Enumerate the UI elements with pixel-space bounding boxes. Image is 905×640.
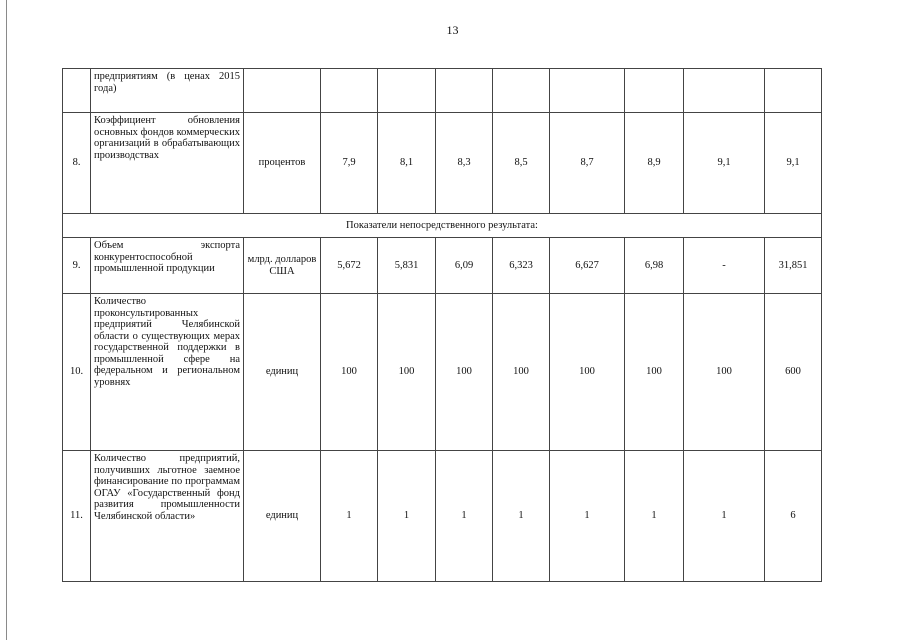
value-cell: 8,5 xyxy=(493,113,550,214)
value-cell: 9,1 xyxy=(684,113,765,214)
row-number: 9. xyxy=(63,238,91,294)
section-heading: Показатели непосредственного результата: xyxy=(63,214,822,238)
value-cell xyxy=(625,69,684,113)
row-number: 8. xyxy=(63,113,91,214)
value-cell: 100 xyxy=(436,294,493,451)
table-row xyxy=(63,238,822,294)
value-cell: 600 xyxy=(765,294,822,451)
value-cell: 8,1 xyxy=(378,113,436,214)
table-row xyxy=(63,451,822,582)
value-cell: 7,9 xyxy=(321,113,378,214)
row-number: 10. xyxy=(63,294,91,451)
value-cell: 1 xyxy=(493,451,550,582)
value-cell: 1 xyxy=(684,451,765,582)
value-cell: 31,851 xyxy=(765,238,822,294)
value-cell: 6,09 xyxy=(436,238,493,294)
value-cell: 100 xyxy=(550,294,625,451)
value-cell: 6 xyxy=(765,451,822,582)
value-cell: 6,627 xyxy=(550,238,625,294)
table-row xyxy=(63,69,822,113)
value-cell xyxy=(493,69,550,113)
value-cell xyxy=(550,69,625,113)
section-row xyxy=(63,214,822,238)
page-number: 13 xyxy=(446,23,459,37)
indicator-name: Объем экспорта конкурентоспособной промышленной продукции xyxy=(91,238,244,294)
value-cell: 5,831 xyxy=(378,238,436,294)
indicator-name: Количество проконсультированных предприятий Челябинской области о существующих мерах государственной поддержки в промышленной сфере на федеральном и региональном уровнях xyxy=(91,294,244,451)
unit-cell: млрд. долларов США xyxy=(244,238,321,294)
unit-cell: единиц xyxy=(244,294,321,451)
unit-cell xyxy=(244,69,321,113)
page-left-border xyxy=(6,0,7,640)
value-cell: 5,672 xyxy=(321,238,378,294)
value-cell: 9,1 xyxy=(765,113,822,214)
value-cell: 1 xyxy=(625,451,684,582)
unit-cell: процентов xyxy=(244,113,321,214)
value-cell xyxy=(321,69,378,113)
value-cell: 100 xyxy=(378,294,436,451)
value-cell: 100 xyxy=(684,294,765,451)
indicator-name: Коэффициент обновления основных фондов коммерческих организаций в обрабатывающих производствах xyxy=(91,113,244,214)
table-row xyxy=(63,113,822,214)
indicator-name: предприятиям (в ценах 2015 года) xyxy=(91,69,244,113)
value-cell: 1 xyxy=(436,451,493,582)
indicator-name: Количество предприятий, получивших льготное заемное финансирование по программам ОГАУ «Государственный фонд развития промышленности Челябинской области» xyxy=(91,451,244,582)
row-number: 11. xyxy=(63,451,91,582)
value-cell xyxy=(378,69,436,113)
value-cell: - xyxy=(684,238,765,294)
value-cell: 8,9 xyxy=(625,113,684,214)
value-cell: 1 xyxy=(378,451,436,582)
value-cell xyxy=(436,69,493,113)
value-cell: 1 xyxy=(321,451,378,582)
indicators-table xyxy=(62,68,822,582)
value-cell: 8,7 xyxy=(550,113,625,214)
value-cell: 8,3 xyxy=(436,113,493,214)
value-cell: 100 xyxy=(493,294,550,451)
value-cell xyxy=(684,69,765,113)
row-number xyxy=(63,69,91,113)
table-body xyxy=(63,69,822,582)
value-cell xyxy=(765,69,822,113)
value-cell: 100 xyxy=(625,294,684,451)
value-cell: 6,323 xyxy=(493,238,550,294)
table-row xyxy=(63,294,822,451)
value-cell: 1 xyxy=(550,451,625,582)
value-cell: 6,98 xyxy=(625,238,684,294)
unit-cell: единиц xyxy=(244,451,321,582)
value-cell: 100 xyxy=(321,294,378,451)
